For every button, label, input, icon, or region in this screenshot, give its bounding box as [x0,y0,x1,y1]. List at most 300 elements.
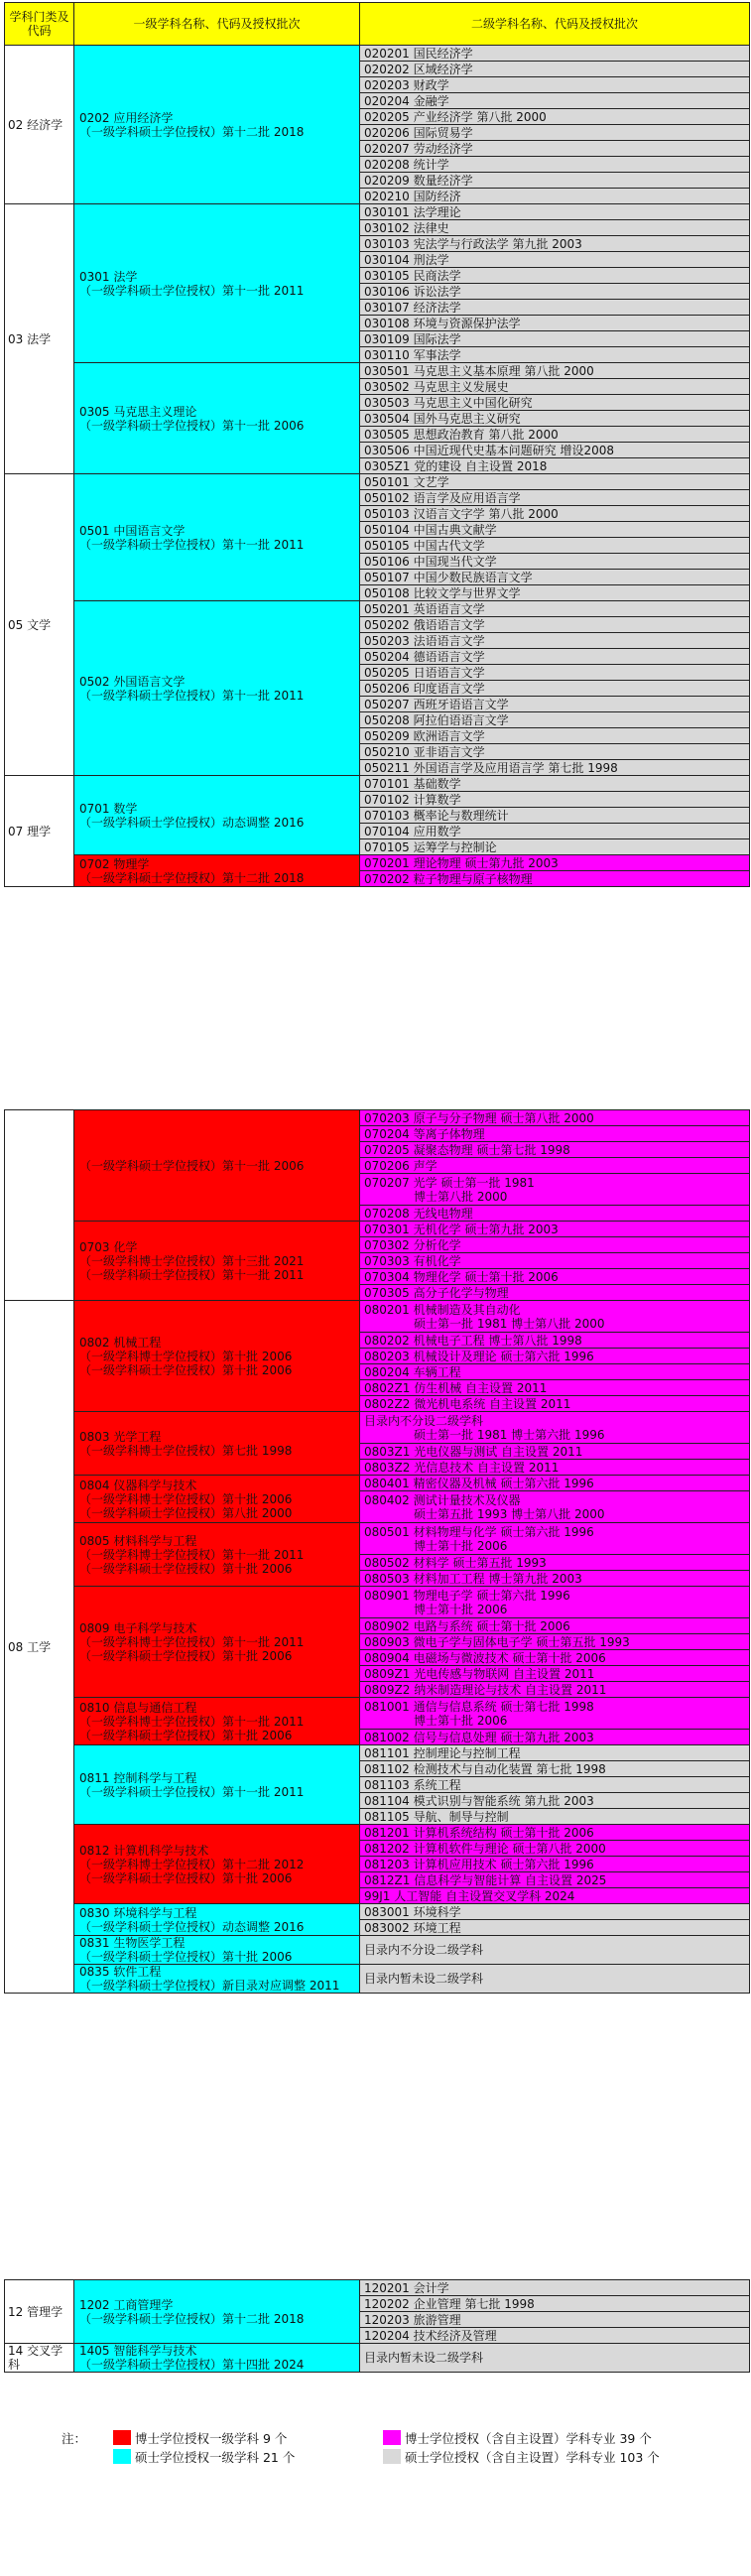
second-level-cell [360,554,750,570]
second-level-cell [360,1110,750,1126]
second-level-text: 目录内暂未设二级学科 [364,1972,484,1986]
header-second-level: 二级学科名称、代码及授权批次 [360,3,750,46]
table-row [5,1825,750,1841]
second-level-text: 080501 材料物理与化学 硕士第六批 1996 [364,1524,594,1539]
second-level-text: 020209 数量经济学 [364,173,473,188]
first-level-line: 1405 智能科学与技术 [79,2344,197,2358]
second-level-text: 0809Z1 光电传感与物联网 自主设置 2011 [364,1666,595,1681]
second-level-cell [360,316,750,331]
second-level-cell [360,93,750,109]
second-level-cell [360,490,750,506]
second-level-cell [360,1634,750,1650]
second-level-cell [360,522,750,538]
first-level-line: （一级学科硕士学位授权）第十一批 2011 [79,1784,305,1799]
second-level-text: 050105 中国古代文学 [364,538,485,553]
table-row [5,2280,750,2296]
second-level-text: 081104 模式识别与智能系统 第九批 2003 [364,1793,594,1808]
second-level-text: 0802Z1 仿生机械 自主设置 2011 [364,1380,548,1395]
first-level-line: 0810 信息与通信工程 [79,1700,197,1715]
second-level-cell [360,125,750,141]
second-level-cell [360,2280,750,2296]
legend-text-doctor-second: 博士学位授权（含自主设置）学科专业 39 个 [405,2431,652,2446]
second-level-text: 050102 语言学及应用语言学 [364,490,521,505]
second-level-text: 030504 国外马克思主义研究 [364,411,521,426]
second-level-text: 083001 环境科学 [364,1904,461,1919]
first-level-cell [74,1698,360,1745]
second-level-cell [360,665,750,681]
second-level-text: 0803Z2 光信息技术 自主设置 2011 [364,1460,560,1475]
second-level-cell [360,1965,750,1994]
second-level-text: 070102 计算数学 [364,792,461,807]
first-level-line: 0812 计算机科学与技术 [79,1843,209,1858]
second-level-text: 020203 财政学 [364,77,449,92]
first-level-line: 0202 应用经济学 [79,110,174,125]
second-level-text: 050203 法语语言文学 [364,633,485,648]
table-row [5,1476,750,1491]
second-level-text: 081103 系统工程 [364,1777,461,1792]
second-level-cell [360,300,750,316]
first-level-cell [74,363,360,474]
first-level-cell [74,1301,360,1412]
first-level-line: （一级学科博士学位授权）第十二批 2012 [79,1857,305,1871]
table-row [5,776,750,792]
second-level-text: 080903 微电子学与固体电子学 硕士第五批 1993 [364,1634,630,1649]
second-level-text: 080203 机械设计及理论 硕士第六批 1996 [364,1349,594,1363]
second-level-cell [360,1745,750,1761]
second-level-extra: 硕士第一批 1981 博士第六批 1996 [414,1427,605,1442]
second-level-cell [360,839,750,855]
category-cell: 14 交叉学科 [5,2344,74,2373]
second-level-text: 083002 环境工程 [364,1920,461,1935]
second-level-cell [360,824,750,839]
first-level-cell [74,474,360,601]
second-level-cell [360,1380,750,1396]
second-level-cell [360,760,750,776]
second-level-text: 070205 凝聚态物理 硕士第七批 1998 [364,1142,570,1157]
second-level-text: 070105 运筹学与控制论 [364,839,497,854]
second-level-text: 030103 宪法学与行政法学 第九批 2003 [364,236,582,251]
second-level-text: 070301 无机化学 硕士第九批 2003 [364,1222,559,1236]
second-level-cell [360,46,750,62]
second-level-extra: 博士第十批 2006 [414,1602,508,1616]
first-level-line: （一级学科硕士学位授权）第十一批 2011 [79,1267,305,1282]
second-level-cell [360,1857,750,1872]
second-level-cell [360,1237,750,1253]
second-level-text: 050107 中国少数民族语言文学 [364,570,533,584]
first-level-line: （一级学科博士学位授权）第十批 2006 [79,1491,293,1506]
second-level-cell [360,1269,750,1285]
table-row [5,601,750,617]
second-level-cell [360,744,750,760]
first-level-line: 0830 环境科学与工程 [79,1905,197,1920]
legend-swatch-doctor-second [383,2430,401,2445]
second-level-cell [360,808,750,824]
first-level-line: （一级学科硕士学位授权）第十批 2006 [79,1728,293,1742]
second-level-text: 0802Z2 微光机电系统 自主设置 2011 [364,1396,571,1411]
second-level-text: 080902 电路与系统 硕士第十批 2006 [364,1618,570,1633]
second-level-text: 120203 旅游管理 [364,2312,461,2327]
second-level-text: 081001 通信与信息系统 硕士第七批 1998 [364,1699,594,1714]
second-level-text: 070206 声学 [364,1158,438,1173]
second-level-text: 080904 电磁场与微波技术 硕士第十批 2006 [364,1650,606,1665]
second-level-text: 050209 欧洲语言文学 [364,728,485,743]
second-level-text: 081105 导航、制导与控制 [364,1809,509,1824]
second-level-text: 081203 计算机应用技术 硕士第六批 1996 [364,1857,594,1871]
second-level-cell [360,474,750,490]
first-level-line: 0803 光学工程 [79,1429,162,1444]
second-level-cell [360,1809,750,1825]
second-level-text: 070302 分析化学 [364,1237,461,1252]
second-level-text: 020208 统计学 [364,157,449,172]
second-level-cell [360,2344,750,2373]
second-level-text: 120204 技术经济及管理 [364,2328,497,2343]
first-level-line: 0702 物理学 [79,856,150,871]
second-level-text: 目录内暂未设二级学科 [364,2351,484,2365]
second-level-cell [360,411,750,427]
second-level-cell [360,2328,750,2344]
second-level-text: 030105 民商法学 [364,268,461,283]
second-level-text: 050108 比较文学与世界文学 [364,585,521,600]
first-level-line: （一级学科硕士学位授权）第十一批 2011 [79,283,305,298]
first-level-line: （一级学科博士学位授权）第十一批 2011 [79,1547,305,1562]
second-level-text: 050103 汉语言文字学 第八批 2000 [364,506,559,521]
first-level-line: （一级学科硕士学位授权）第十四批 2024 [79,2358,305,2372]
second-level-extra: 硕士第五批 1993 博士第八批 2000 [414,1506,605,1521]
table-row [5,1936,750,1965]
second-level-cell [360,1253,750,1269]
second-level-text: 030503 马克思主义中国化研究 [364,395,533,410]
second-level-cell [360,204,750,220]
second-level-cell [360,1491,750,1523]
second-level-cell [360,427,750,443]
first-level-cell [74,2280,360,2344]
second-level-text: 120201 会计学 [364,2280,449,2295]
second-level-text: 0803Z1 光电仪器与测试 自主设置 2011 [364,1444,583,1459]
second-level-text: 050207 西班牙语语言文学 [364,697,509,711]
second-level-text: 0812Z1 信息科学与智能计算 自主设置 2025 [364,1872,607,1887]
second-level-text: 050206 印度语言文学 [364,681,485,696]
second-level-text: 020202 区域经济学 [364,62,473,76]
second-level-text: 080401 精密仪器及机械 硕士第六批 1996 [364,1476,594,1490]
second-level-text: 080202 机械电子工程 博士第八批 1998 [364,1333,582,1348]
second-level-text: 020201 国民经济学 [364,46,473,61]
legend-text-master-second: 硕士学位授权（含自主设置）学科专业 103 个 [405,2450,660,2465]
second-level-cell [360,1682,750,1698]
first-level-line: 1202 工商管理学 [79,2297,174,2312]
first-level-cell [74,1476,360,1523]
table-row [5,1965,750,1994]
second-level-text: 080502 材料学 硕士第五批 1993 [364,1555,547,1570]
second-level-cell [360,1333,750,1349]
second-level-text: 020206 国际贸易学 [364,125,473,140]
second-level-cell [360,728,750,744]
second-level-cell [360,141,750,157]
second-level-text: 030108 环境与资源保护法学 [364,316,521,330]
second-level-text: 070103 概率论与数理统计 [364,808,509,823]
first-level-cell [74,1110,360,1222]
second-level-text: 050211 外国语言学及应用语言学 第七批 1998 [364,760,618,775]
second-level-text: 030110 军事法学 [364,347,461,362]
second-level-text: 080402 测试计量技术及仪器 [364,1492,521,1507]
second-level-text: 030107 经济法学 [364,300,461,315]
second-level-text: 050208 阿拉伯语语言文学 [364,712,509,727]
second-level-text: 081202 计算机软件与理论 硕士第八批 2000 [364,1841,606,1856]
second-level-cell [360,1523,750,1555]
second-level-cell [360,1412,750,1444]
legend-text-doctor-first: 博士学位授权一级学科 9 个 [135,2431,288,2446]
second-level-text: 030106 诉讼法学 [364,284,461,299]
second-level-text: 070202 粒子物理与原子核物理 [364,871,533,886]
second-level-text: 070204 等离子体物理 [364,1126,485,1141]
table-row [5,855,750,871]
second-level-cell [360,109,750,125]
second-level-cell [360,1777,750,1793]
table-row [5,1745,750,1761]
table-row [5,46,750,62]
second-level-text: 070104 应用数学 [364,824,461,838]
second-level-text: 070101 基础数学 [364,776,461,791]
second-level-text: 080204 车辆工程 [364,1364,461,1379]
second-level-cell [360,173,750,189]
second-level-cell [360,1730,750,1745]
second-level-text: 0305Z1 党的建设 自主设置 2018 [364,458,548,473]
first-level-line: （一级学科博士学位授权）第十批 2006 [79,1349,293,1363]
second-level-text: 070201 理论物理 硕士第九批 2003 [364,855,559,870]
first-level-line: 0502 外国语言文学 [79,674,186,689]
second-level-cell [360,1126,750,1142]
category-cell: 05 文学 [5,474,74,776]
second-level-text: 050201 英语语言文学 [364,601,485,616]
second-level-extra: 博士第八批 2000 [414,1189,508,1204]
first-level-line: 0305 马克思主义理论 [79,404,197,419]
second-level-cell [360,1650,750,1666]
second-level-cell [360,1349,750,1364]
second-level-text: 050104 中国古典文献学 [364,522,497,537]
second-level-cell [360,1936,750,1965]
first-level-line: 0804 仪器科学与技术 [79,1478,197,1492]
second-level-cell [360,284,750,300]
second-level-cell [360,363,750,379]
second-level-cell [360,331,750,347]
second-level-cell [360,347,750,363]
table-row [5,1698,750,1730]
first-level-cell [74,2344,360,2373]
legend [4,2427,749,2469]
second-level-cell [360,77,750,93]
second-level-text: 050210 亚非语言文学 [364,744,485,759]
first-level-line: 0802 机械工程 [79,1335,162,1350]
second-level-cell [360,395,750,411]
second-level-text: 050106 中国现当代文学 [364,554,497,569]
second-level-text: 080901 物理电子学 硕士第六批 1996 [364,1588,570,1603]
first-level-cell [74,1904,360,1936]
second-level-text: 目录内不分设二级学科 [364,1943,484,1957]
second-level-cell [360,1460,750,1476]
second-level-cell [360,1142,750,1158]
first-level-cell [74,855,360,887]
second-level-cell [360,585,750,601]
first-level-cell [74,1936,360,1965]
first-level-cell [74,204,360,363]
second-level-text: 030104 刑法学 [364,252,449,267]
category-cell: 07 理学 [5,776,74,887]
second-level-cell [360,2296,750,2312]
table-row [5,2344,750,2373]
header-first-level: 一级学科名称、代码及授权批次 [74,3,360,46]
second-level-cell [360,633,750,649]
first-level-line: （一级学科硕士学位授权）第十二批 2018 [79,124,305,139]
second-level-cell [360,443,750,458]
second-level-cell [360,1444,750,1460]
second-level-cell [360,1396,750,1412]
first-level-line: （一级学科硕士学位授权）动态调整 2016 [79,1919,305,1934]
second-level-text: 020205 产业经济学 第八批 2000 [364,109,547,124]
first-level-line: （一级学科硕士学位授权）第八批 2000 [79,1505,293,1520]
first-level-line: （一级学科硕士学位授权）第十一批 2011 [79,688,305,703]
first-level-line: 0701 数学 [79,801,138,816]
second-level-cell [360,1698,750,1730]
first-level-line: （一级学科硕士学位授权）新目录对应调整 2011 [79,1979,340,1993]
first-level-line: 0809 电子科学与技术 [79,1620,197,1635]
second-level-text: 030101 法学理论 [364,204,461,219]
second-level-cell [360,1888,750,1904]
second-level-text: 020204 金融学 [364,93,449,108]
second-level-text: 030501 马克思主义基本原理 第八批 2000 [364,363,594,378]
second-level-text: 070304 物理化学 硕士第十批 2006 [364,1269,559,1284]
first-level-cell [74,601,360,776]
category-cell: 12 管理学 [5,2280,74,2344]
first-level-line: （一级学科硕士学位授权）第十批 2006 [79,1648,293,1663]
second-level-text: 050101 文艺学 [364,474,449,489]
discipline-table-part-1 [4,2,750,887]
second-level-cell [360,649,750,665]
category-cell: 03 法学 [5,204,74,474]
second-level-text: 080503 材料加工工程 博士第九批 2003 [364,1571,582,1586]
first-level-line: 0811 控制科学与工程 [79,1770,197,1785]
table-row [5,1904,750,1920]
second-level-text: 030102 法律史 [364,220,449,235]
second-level-text: 081102 检测技术与自动化装置 第七批 1998 [364,1761,606,1776]
first-level-line: （一级学科博士学位授权）第十三批 2021 [79,1253,305,1268]
second-level-cell [360,1904,750,1920]
second-level-cell [360,1285,750,1301]
first-level-line: （一级学科博士学位授权）第七批 1998 [79,1443,293,1458]
second-level-cell [360,681,750,697]
second-level-cell [360,855,750,871]
first-level-line: 0301 法学 [79,269,138,284]
discipline-table-part-3 [4,2279,750,2373]
second-level-cell [360,538,750,554]
second-level-text: 99J1 人工智能 自主设置交叉学科 2024 [364,1888,575,1903]
second-level-cell [360,157,750,173]
table-row [5,1587,750,1618]
table-row [5,1110,750,1126]
second-level-text: 050205 日语语言文学 [364,665,485,680]
first-level-cell [74,1587,360,1698]
first-level-cell [74,1523,360,1587]
first-level-line: （一级学科硕士学位授权）第十批 2006 [79,1561,293,1576]
second-level-text: 120202 企业管理 第七批 1998 [364,2296,535,2311]
second-level-cell [360,1587,750,1618]
second-level-cell [360,1793,750,1809]
second-level-cell [360,601,750,617]
second-level-cell [360,570,750,585]
second-level-text: 030506 中国近现代史基本问题研究 增设2008 [364,443,614,457]
first-level-cell [74,1965,360,1994]
first-level-line: （一级学科硕士学位授权）第十二批 2018 [79,870,305,885]
second-level-text: 030109 国际法学 [364,331,461,346]
second-level-cell [360,1555,750,1571]
first-level-cell [74,1412,360,1476]
legend-swatch-master-second [383,2449,401,2464]
second-level-text: 070203 原子与分子物理 硕士第八批 2000 [364,1110,594,1125]
second-level-cell [360,712,750,728]
second-level-cell [360,1158,750,1174]
second-level-cell [360,268,750,284]
second-level-cell [360,220,750,236]
second-level-text: 030505 思想政治教育 第八批 2000 [364,427,559,442]
second-level-extra: 硕士第一批 1981 博士第八批 2000 [414,1316,605,1331]
second-level-cell [360,1872,750,1888]
second-level-cell [360,1301,750,1333]
first-level-line: （一级学科硕士学位授权）动态调整 2016 [79,815,305,830]
second-level-text: 020210 国防经济 [364,189,461,203]
second-level-cell [360,2312,750,2328]
first-level-cell [74,46,360,204]
first-level-cell [74,1222,360,1301]
table-row [5,1222,750,1237]
table-row [5,1523,750,1555]
second-level-cell [360,1222,750,1237]
second-level-cell [360,1364,750,1380]
second-level-text: 070303 有机化学 [364,1253,461,1268]
header-category: 学科门类及代码 [5,3,74,46]
second-level-cell [360,1571,750,1587]
second-level-text: 050204 德语语言文学 [364,649,485,664]
second-level-text: 030502 马克思主义发展史 [364,379,509,394]
first-level-line: 0805 材料科学与工程 [79,1533,197,1548]
first-level-line: （一级学科硕士学位授权）第十一批 2006 [79,418,305,433]
second-level-cell [360,506,750,522]
table-row [5,1301,750,1333]
category-cell [5,1110,74,1301]
second-level-text: 020207 劳动经济学 [364,141,473,156]
second-level-cell [360,792,750,808]
first-level-line: （一级学科硕士学位授权）第十批 2006 [79,1950,293,1964]
second-level-text: 目录内不分设二级学科 [364,1413,484,1428]
second-level-cell [360,1920,750,1936]
first-level-line: 0831 生物医学工程 [79,1936,186,1950]
first-level-line: 0835 软件工程 [79,1965,162,1979]
second-level-cell [360,1825,750,1841]
second-level-extra: 博士第十批 2006 [414,1538,508,1553]
second-level-cell [360,617,750,633]
table-row [5,1412,750,1444]
second-level-cell [360,871,750,887]
first-level-line: （一级学科硕士学位授权）第十一批 2006 [79,1158,305,1173]
second-level-cell [360,1618,750,1634]
second-level-text: 081101 控制理论与控制工程 [364,1745,521,1760]
table-row [5,474,750,490]
second-level-extra: 博士第十批 2006 [414,1713,508,1728]
second-level-cell [360,189,750,204]
second-level-cell [360,776,750,792]
first-level-line: （一级学科硕士学位授权）第十二批 2018 [79,2311,305,2326]
second-level-text: 070305 高分子化学与物理 [364,1285,509,1300]
second-level-text: 081201 计算机系统结构 硕士第十批 2006 [364,1825,594,1840]
second-level-cell [360,458,750,474]
second-level-text: 050202 俄语语言文学 [364,617,485,632]
